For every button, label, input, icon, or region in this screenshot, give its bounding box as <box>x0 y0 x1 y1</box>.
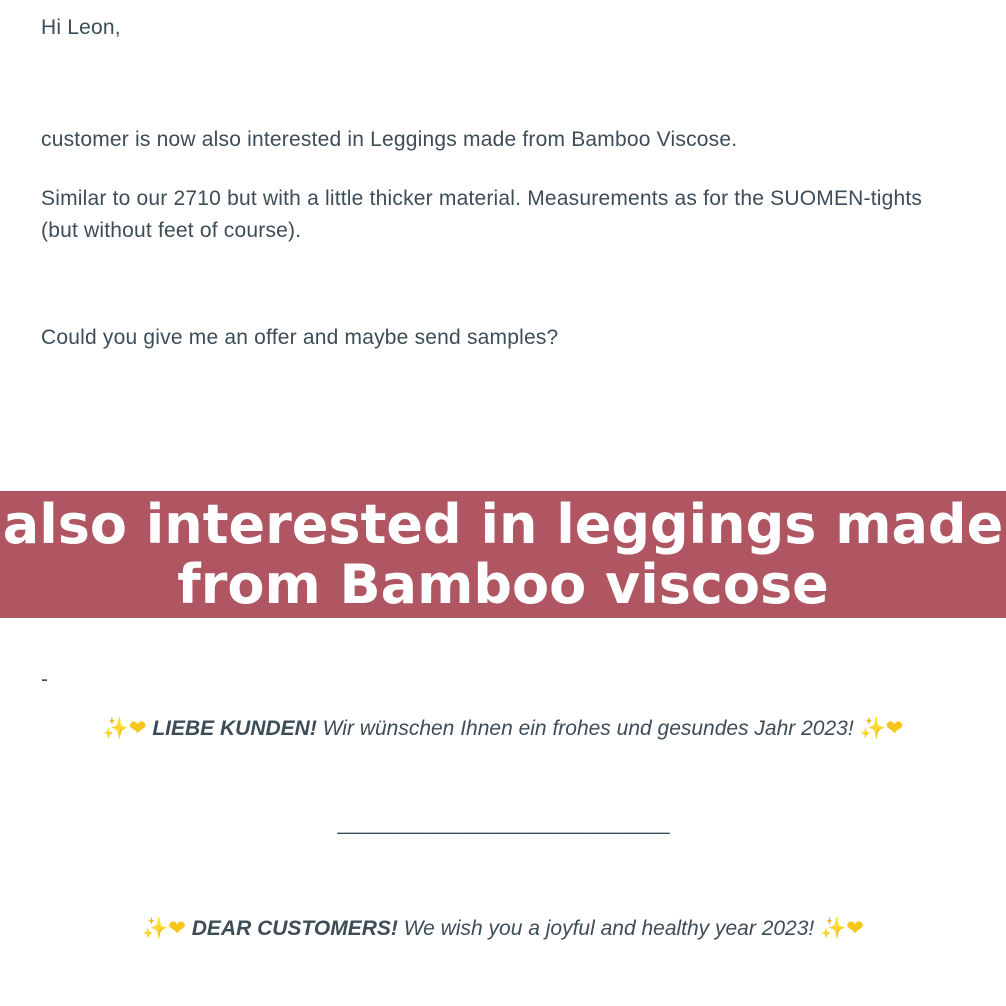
caption-banner-line-1: also interested in leggings made <box>2 492 1004 556</box>
signature-english <box>0 912 1006 945</box>
signature-divider: _______________________________ <box>337 812 669 835</box>
email-paragraph-1: customer is now also interested in Leggings made from Bamboo Viscose. <box>41 128 738 151</box>
caption-banner <box>0 491 1006 618</box>
signature-separator-dash: - <box>41 668 48 691</box>
sparkle-icon: ✨❤ <box>142 917 186 940</box>
signature-german-message: Wir wünschen Ihnen ein frohes und gesundes Jahr 2023! <box>322 717 854 740</box>
signature-english-message: We wish you a joyful and healthy year 2023! <box>403 917 815 940</box>
sparkle-icon: ✨❤ <box>820 917 864 940</box>
sparkle-icon: ✨❤ <box>102 717 147 740</box>
signature-german <box>0 712 1006 745</box>
caption-banner-line-2: from Bamboo viscose <box>177 552 829 616</box>
signature-english-headline: DEAR CUSTOMERS! <box>191 917 398 940</box>
sparkle-icon: ✨❤ <box>859 717 904 740</box>
email-paragraph-3: Could you give me an offer and maybe send samples? <box>41 326 559 349</box>
signature-german-headline: LIEBE KUNDEN! <box>152 717 317 740</box>
email-greeting: Hi Leon, <box>41 16 121 39</box>
email-paragraph-2: Similar to our 2710 but with a little thicker material. Measurements as for the SUOMEN-tights (but without feet of course). <box>41 187 923 242</box>
